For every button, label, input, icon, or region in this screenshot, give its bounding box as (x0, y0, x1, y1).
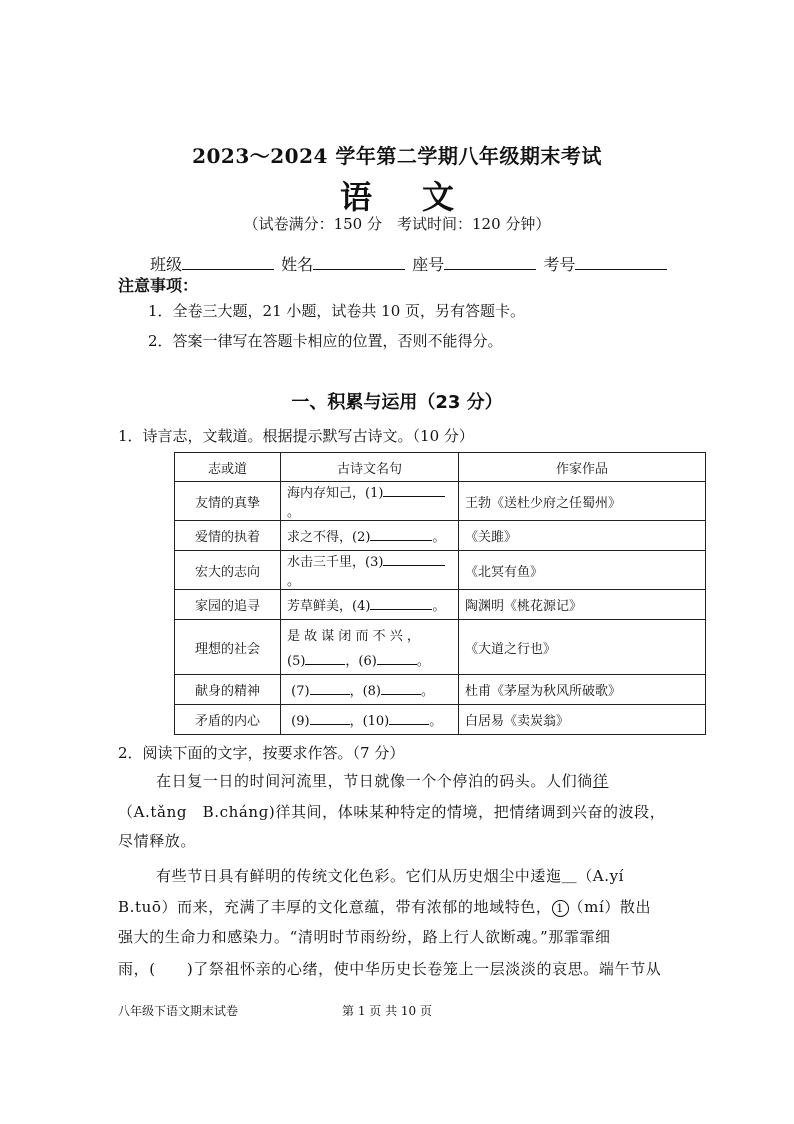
line-text: ，(8) (349, 684, 381, 699)
theme-cell: 友情的真挚 (175, 482, 281, 521)
answer-blank[interactable] (383, 553, 445, 566)
line-cell (281, 521, 459, 551)
question-2-prompt: 2．阅读下面的文字，按要求作答。（7 分） (118, 744, 405, 762)
answer-blank[interactable] (383, 484, 445, 497)
theme-cell: 理想的社会 (175, 620, 281, 675)
passage-line: 强大的生命力和感染力。“清明时节雨纷纷，路上行人欲断魂。”那霏霏细 (118, 928, 611, 946)
line-text: (5) (287, 654, 306, 669)
line-text: ，(10) (349, 714, 390, 729)
work-cell: 杜甫《茅屋为秋风所破歌》 (459, 675, 706, 705)
passage-text: （mí）散出 (568, 898, 652, 916)
line-text: ，(6) (345, 654, 377, 669)
work-cell: 《关雎》 (459, 521, 706, 551)
line-text: 求之不得，(2) (287, 530, 371, 545)
passage-line (118, 765, 708, 798)
passage-line (118, 891, 708, 924)
line-text: 。 (432, 530, 446, 545)
seat-label: 座号 (412, 255, 445, 274)
name-label: 姓名 (281, 255, 314, 274)
section-title: 一、积累与运用（23 分） (291, 392, 503, 413)
theme-cell: 宏大的志向 (175, 551, 281, 590)
table-header: 作家作品 (459, 453, 706, 482)
line-cell (281, 482, 459, 521)
line-text: 。 (429, 714, 443, 729)
line-cell (281, 590, 459, 620)
table-row (175, 590, 706, 620)
notice-item: 1．全卷三大题，21 小题，试卷共 10 页，另有答题卡。 (148, 302, 526, 320)
passage-line: （A.tǎng B.chánɡ)徉其间，体味某种特定的情境，把情绪调到兴奋的波段， (118, 803, 666, 821)
line-text: 海内存知己，(1) (287, 486, 384, 501)
table-row (175, 482, 706, 521)
passage-text: 在日复一日的时间河流里，节日就像一个个停泊的码头。人们徜 (156, 772, 593, 790)
theme-cell: 献身的精神 (175, 675, 281, 705)
theme-cell: 家园的追寻 (175, 590, 281, 620)
subject-title: 语文 (339, 178, 504, 216)
line-cell (281, 675, 459, 705)
underlined-char: 徉 (592, 772, 609, 790)
line-text: 。 (287, 505, 301, 520)
exam-no-field[interactable] (575, 255, 667, 270)
passage-text: B.tuō）而来，充满了丰厚的文化意蕴，带有浓郁的地域特色， (118, 898, 552, 916)
name-field[interactable] (313, 255, 405, 270)
question-1-prompt: 1．诗言志，文载道。根据提示默写古诗文。（10 分） (118, 427, 474, 445)
line-text: 。 (287, 574, 301, 589)
line-cell (281, 620, 459, 675)
line-text: 。 (432, 599, 446, 614)
work-cell: 王勃《送杜少府之任蜀州》 (459, 482, 706, 521)
table-row (175, 521, 706, 551)
passage-line: 尽情释放。 (118, 832, 197, 850)
answer-blank[interactable] (310, 682, 350, 695)
seat-field[interactable] (444, 255, 536, 270)
footer-title: 八年级下语文期末试卷 (118, 1004, 239, 1018)
page-number: 第 1 页 共 10 页 (342, 1004, 432, 1018)
exam-no-label: 考号 (543, 255, 576, 274)
theme-cell: 爱情的执着 (175, 521, 281, 551)
table-header: 志或道 (175, 453, 281, 482)
table-row (175, 675, 706, 705)
line-text: 。 (420, 684, 434, 699)
answer-blank[interactable] (370, 597, 432, 610)
exam-info: （试卷满分：150 分 考试时间：120 分钟） (243, 215, 551, 233)
student-info-line (150, 252, 669, 275)
passage-line: 雨，( )了祭祖怀亲的心绪，使中华历史长卷笼上一层淡淡的哀思。端午节从 (118, 960, 662, 978)
work-cell: 《北冥有鱼》 (459, 551, 706, 590)
line-cell (281, 551, 459, 590)
table-header: 古诗文名句 (281, 453, 459, 482)
answer-blank[interactable] (381, 682, 421, 695)
theme-cell: 矛盾的内心 (175, 705, 281, 735)
passage-line: 有些节日具有鲜明的传统文化色彩。它们从历史烟尘中逶迤＿（A.yí (156, 867, 625, 885)
notice-title: 注意事项： (118, 276, 199, 295)
line-text: (7) (291, 684, 310, 699)
table-row (175, 705, 706, 735)
answer-blank[interactable] (377, 652, 417, 665)
work-cell: 陶渊明《桃花源记》 (459, 590, 706, 620)
answer-blank[interactable] (370, 528, 432, 541)
table-row (175, 620, 706, 675)
line-text: 水击三千里，(3) (287, 555, 384, 570)
poem-table (174, 452, 706, 735)
line-text: 。 (416, 654, 430, 669)
answer-blank[interactable] (305, 652, 345, 665)
answer-blank[interactable] (389, 712, 429, 725)
line-text: 芳草鲜美，(4) (287, 599, 371, 614)
line-text: 是 故 谋 闭 而 不 兴 ， (287, 629, 420, 644)
answer-blank[interactable] (310, 712, 350, 725)
line-text: (9) (291, 714, 310, 729)
table-row (175, 551, 706, 590)
class-label: 班级 (150, 255, 183, 274)
exam-title: 2023～2024 学年第二学期八年级期末考试 (192, 144, 602, 168)
notice-item: 2．答案一律写在答题卡相应的位置，否则不能得分。 (148, 332, 503, 350)
table-header-row (175, 453, 706, 482)
circled-number: 1 (552, 900, 569, 917)
line-cell (281, 705, 459, 735)
class-field[interactable] (182, 255, 274, 270)
work-cell: 《大道之行也》 (459, 620, 706, 675)
work-cell: 白居易《卖炭翁》 (459, 705, 706, 735)
